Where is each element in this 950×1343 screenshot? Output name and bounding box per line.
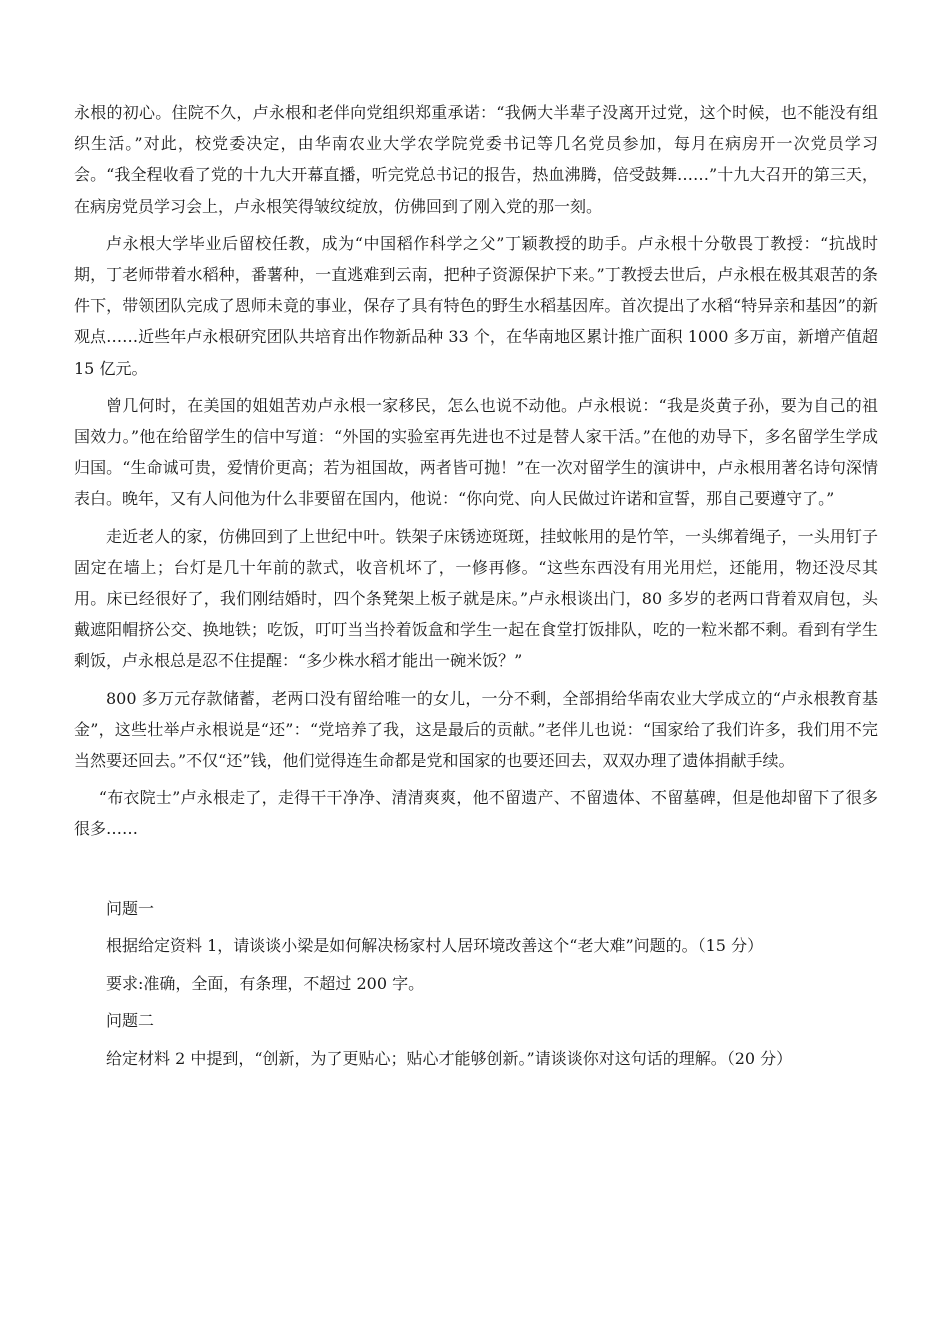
questions-section xyxy=(74,893,878,1075)
question-1-title: 问题一 xyxy=(106,898,155,918)
question-1-text: 根据给定资料 1，请谈谈小梁是如何解决杨家村人居环境改善这个“老大难”问题的。（15 分） xyxy=(106,936,764,956)
article-paragraph-5: 800 多万元存款储蓄，老两口没有留给唯一的女儿，一分不剩，全部捐给华南农业大学成立的“卢永根教育基金”，这些壮举卢永根说是“还”：“党培养了我，这是最后的贡献。”老伴儿也说：“国家给了我们许多，我们用不完当然要还回去。”不仅“还”钱，他们觉得连生命都是党和国家的也要还回去，双双办理了遗体捐献手续。 xyxy=(74,688,878,771)
question-2-title: 问题二 xyxy=(106,1011,155,1031)
question-2-text: 给定材料 2 中提到，“创新，为了更贴心；贴心才能够创新。”请谈谈你对这句话的理解。（20 分） xyxy=(106,1048,793,1068)
article-paragraph-2: 卢永根大学毕业后留校任教，成为“中国稻作科学之父”丁颖教授的助手。卢永根十分敬畏丁教授：“抗战时期，丁老师带着水稻种，番薯种，一直逃难到云南，把种子资源保护下来。”丁教授去世后，卢永根在极其艰苦的条件下，带领团队完成了恩师未竟的事业，保存了具有特色的野生水稻基因库。首次提出了水稻“特异亲和基因”的新观点……近些年卢永根研究团队共培育出作物新品种 33 个，在华南地区累计推广面积 1000 多万亩，新增产值超 15 亿元。 xyxy=(74,233,878,378)
article-body xyxy=(74,97,878,845)
article-paragraph-3: 曾几何时，在美国的姐姐苦劝卢永根一家移民，怎么也说不动他。卢永根说：“我是炎黄子孙，要为自己的祖国效力。”他在给留学生的信中写道：“外国的实验室再先进也不过是替人家干活。”在他的劝导下，多名留学生学成归国。“生命诚可贵，爱情价更高；若为祖国故，两者皆可抛！”在一次对留学生的演讲中，卢永根用著名诗句深情表白。晚年，又有人问他为什么非要留在国内，他说：“你向党、向人民做过许诺和宣誓，那自己要遵守了。” xyxy=(74,395,878,509)
article-paragraph-4: 走近老人的家，仿佛回到了上世纪中叶。铁架子床锈迹斑斑，挂蚊帐用的是竹竿，一头绑着绳子，一头用钉子固定在墙上；台灯是几十年前的款式，收音机坏了，一修再修。“这些东西没有用光用烂，还能用，物还没尽其用。床已经很好了，我们刚结婚时，四个条凳架上板子就是床。”卢永根谈出门，80 多岁的老两口背着双肩包，头戴遮阳帽挤公交、换地铁；吃饭，叮叮当当拎着饭盒和学生一起在食堂打饭排队，吃的一粒米都不剩。看到有学生剩饭，卢永根总是忍不住提醒：“多少株水稻才能出一碗米饭？” xyxy=(74,526,878,671)
section-spacer xyxy=(74,851,878,893)
article-paragraph-6: “布衣院士”卢永根走了，走得干干净净、清清爽爽，他不留遗产、不留遗体、不留墓碑，但是他却留下了很多很多…… xyxy=(74,788,878,839)
question-1-requirement: 要求:准确，全面，有条理，不超过 200 字。 xyxy=(106,973,425,993)
article-paragraph-1: 永根的初心。住院不久，卢永根和老伴向党组织郑重承诺：“我俩大半辈子没离开过党，这个时候，也不能没有组织生活。”对此，校党委决定，由华南农业大学农学院党委书记等几名党员参加，每月在病房开一次党员学习会。“我全程收看了党的十九大开幕直播，听完党总书记的报告，热血沸腾，倍受鼓舞……”十九大召开的第三天，在病房党员学习会上，卢永根笑得皱纹绽放，仿佛回到了刚入党的那一刻。 xyxy=(74,103,878,216)
